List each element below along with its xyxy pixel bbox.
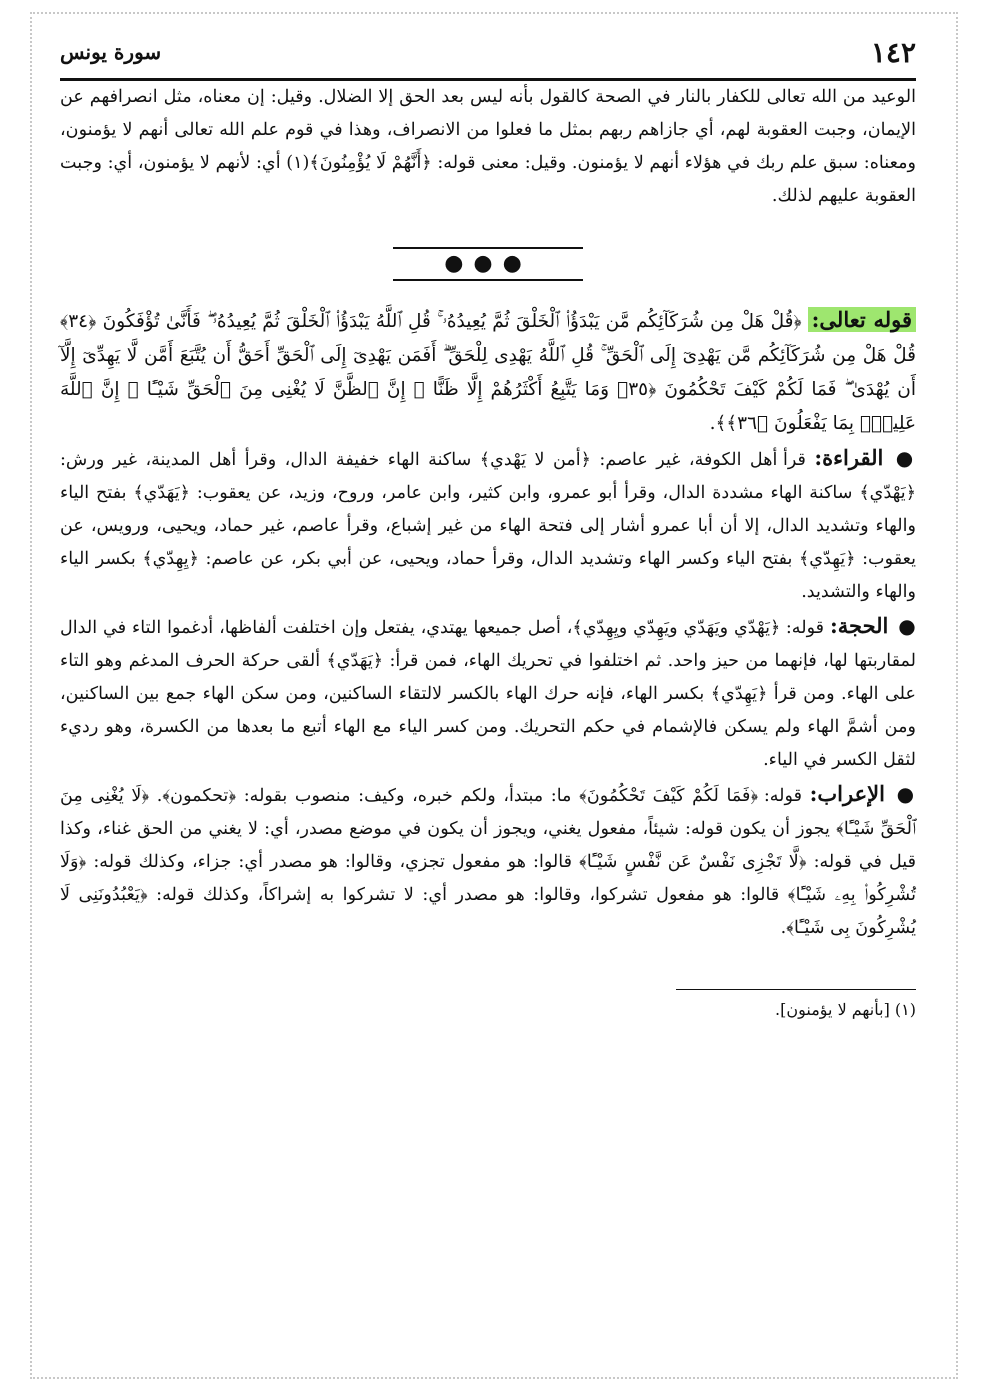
divider-line-bottom xyxy=(393,279,583,281)
divider-dots: ●●● xyxy=(444,251,532,276)
section-title-iraab: الإعراب: xyxy=(809,781,885,806)
section-hujja xyxy=(60,609,916,777)
intro-paragraph: الوعيد من الله تعالى للكفار بالنار في الصحة كالقول بأنه ليس بعد الحق إلا الضلال. وقيل: إن معناه، مثل انصرافهم عن الإيمان، وجبت العقوبة لهم، أي جازاهم ربهم بمثل ما فعلوا من الانصراف، وهذا في قوم علم الله تعالى أنهم لا يؤمنون، ومعناه: سبق علم ربك في هؤلاء أنهم لا يؤمنون. وقيل: معنى قوله: ﴿أَنَّهُمْ لَا يُؤْمِنُونَ﴾(١) أي: لأنهم لا يؤمنون، أي: وجبت العقوبة عليهم لذلك. xyxy=(60,87,916,206)
bullet-icon: ● xyxy=(896,782,917,806)
bullet-icon: ● xyxy=(895,446,917,470)
verse-label: قوله تعالى: xyxy=(808,307,916,332)
verse-block xyxy=(60,303,916,441)
footnote-rule xyxy=(676,989,916,990)
section-title-qiraa: القراءة: xyxy=(814,445,884,470)
section-qiraa xyxy=(60,441,916,609)
section-text-iraab: قوله: ﴿فَمَا لَكُمْ كَيْفَ تَحْكُمُونَ﴾ ما: مبتدأ، ولكم خبره، وكيف: منصوب بقوله: ﴿تحكمون﴾. ﴿لَا يُغْنِى مِنَ ٱلْحَقِّ شَيْـًٔا﴾ يجوز أن يكون قوله: شيئاً، مفعول يغني، ويجوز أن يكون في موضع مصدر، أي: لا يغني من الحق غناء، وكذا قيل في قوله: ﴿لَّا تَجْزِى نَفْسٌ عَن نَّفْسٍ شَيْـًٔا﴾ قالوا: هو مفعول تجزي، وقالوا: هو مصدر أي: جزاء، وكذلك قوله: ﴿وَلَا تُشْرِكُوا۟ بِهِۦ شَيْـًٔا﴾ قالوا: هو مفعول تشركوا، وقالوا: هو مصدر أي: لا تشركوا به إشراكاً، وكذلك قوله: ﴿يَعْبُدُونَنِى لَا يُشْرِكُونَ بِى شَيْـًٔا﴾. xyxy=(60,786,916,938)
section-iraab xyxy=(60,777,916,945)
footnote: (١) [بأنهم لا يؤمنون]. xyxy=(775,1000,916,1019)
section-text-hujja: قوله: ﴿يَهْدّي ويَهَدّي ويَهِدّي ويِهِدّي﴾، أصل جميعها يهتدي، يفتعل وإن اختلفت ألفاظها، أدغموا التاء في الدال لمقاربتها لها، فإنهما من حيز واحد. ثم اختلفوا في تحريك الهاء، فمن قرأ: ﴿يَهَدّي﴾ ألقى حركة الحرف المدغم وهو التاء على الهاء. ومن قرأ ﴿يَهِدّي﴾ بكسر الهاء، فإنه حرك الهاء بالكسر لالتقاء الساكنين، ومن سكن الهاء جمع بين الساكنين، ومن أشمَّ الهاء ولم يسكن فالإشمام في حكم التحريك. ومن كسر الياء مع الهاء أتبع ما بعدها من الكسرة، وهو رديء لثقل الكسر في الياء. xyxy=(60,618,916,770)
section-text-qiraa: قرأ أهل الكوفة، غير عاصم: ﴿أمن لا يَهْدي﴾ ساكنة الهاء خفيفة الدال، وقرأ أهل المدينة، غير ورش: ﴿يَهْدّي﴾ ساكنة الهاء مشددة الدال، وقرأ أبو عمرو، وابن كثير، وابن عامر، وروح، وزيد، عن يعقوب: ﴿يَهَدّي﴾ بفتح الياء والهاء وتشديد الدال، إلا أن أبا عمرو أشار إلى فتحة الهاء من غير إشباع، وقرأ عاصم، غير حماد، ويحيى، ورويس، عن يعقوب: ﴿يَهِدّي﴾ بفتح الياء وكسر الهاء وتشديد الدال، وقرأ حماد، ويحيى، عن أبي بكر، عن عاصم: ﴿يِهِدّي﴾ بكسر الياء والهاء والتشديد. xyxy=(60,450,916,602)
page-header xyxy=(60,26,916,81)
section-divider xyxy=(60,247,916,281)
page-number: ١٤٢ xyxy=(870,35,916,69)
section-title-hujja: الحجة: xyxy=(830,613,889,638)
bullet-icon: ● xyxy=(898,614,917,638)
surah-title: سورة يونس xyxy=(60,40,162,64)
verse-text: ﴿قُلْ هَلْ مِن شُرَكَآئِكُم مَّن يَبْدَؤُا۟ ٱلْخَلْقَ ثُمَّ يُعِيدُهُۥ ۚ قُلِ ٱللَّهُ يَبْدَؤُا۟ ٱلْخَلْقَ ثُمَّ يُعِيدُهُۥ ۖ فَأَنَّىٰ تُؤْفَكُونَ ﴿٣٤﴾ قُلْ هَلْ مِن شُرَكَآئِكُم مَّن يَهْدِىٓ إِلَى ٱلْحَقِّ ۚ قُلِ ٱللَّهُ يَهْدِى لِلْحَقِّ ۗ أَفَمَن يَهْدِىٓ إِلَى ٱلْحَقِّ أَحَقُّ أَن يُتَّبَعَ أَمَّن لَّا يَهِدِّىٓ إِلَّآ أَن يُهْدَىٰ ۖ فَمَا لَكُمْ كَيْفَ تَحْكُمُونَ ﴿٣٥﴾ وَمَا يَتَّبِعُ أَكْثَرُهُمْ إِلَّا ظَنًّا ۚ إِنَّ ٱلظَّنَّ لَا يُغْنِى مِنَ ٱلْحَقِّ شَيْـًٔا ۚ إِنَّ ٱللَّهَ عَلِيمٌۢ بِمَا يَفْعَلُونَ ﴿٣٦﴾﴾. xyxy=(60,311,916,434)
